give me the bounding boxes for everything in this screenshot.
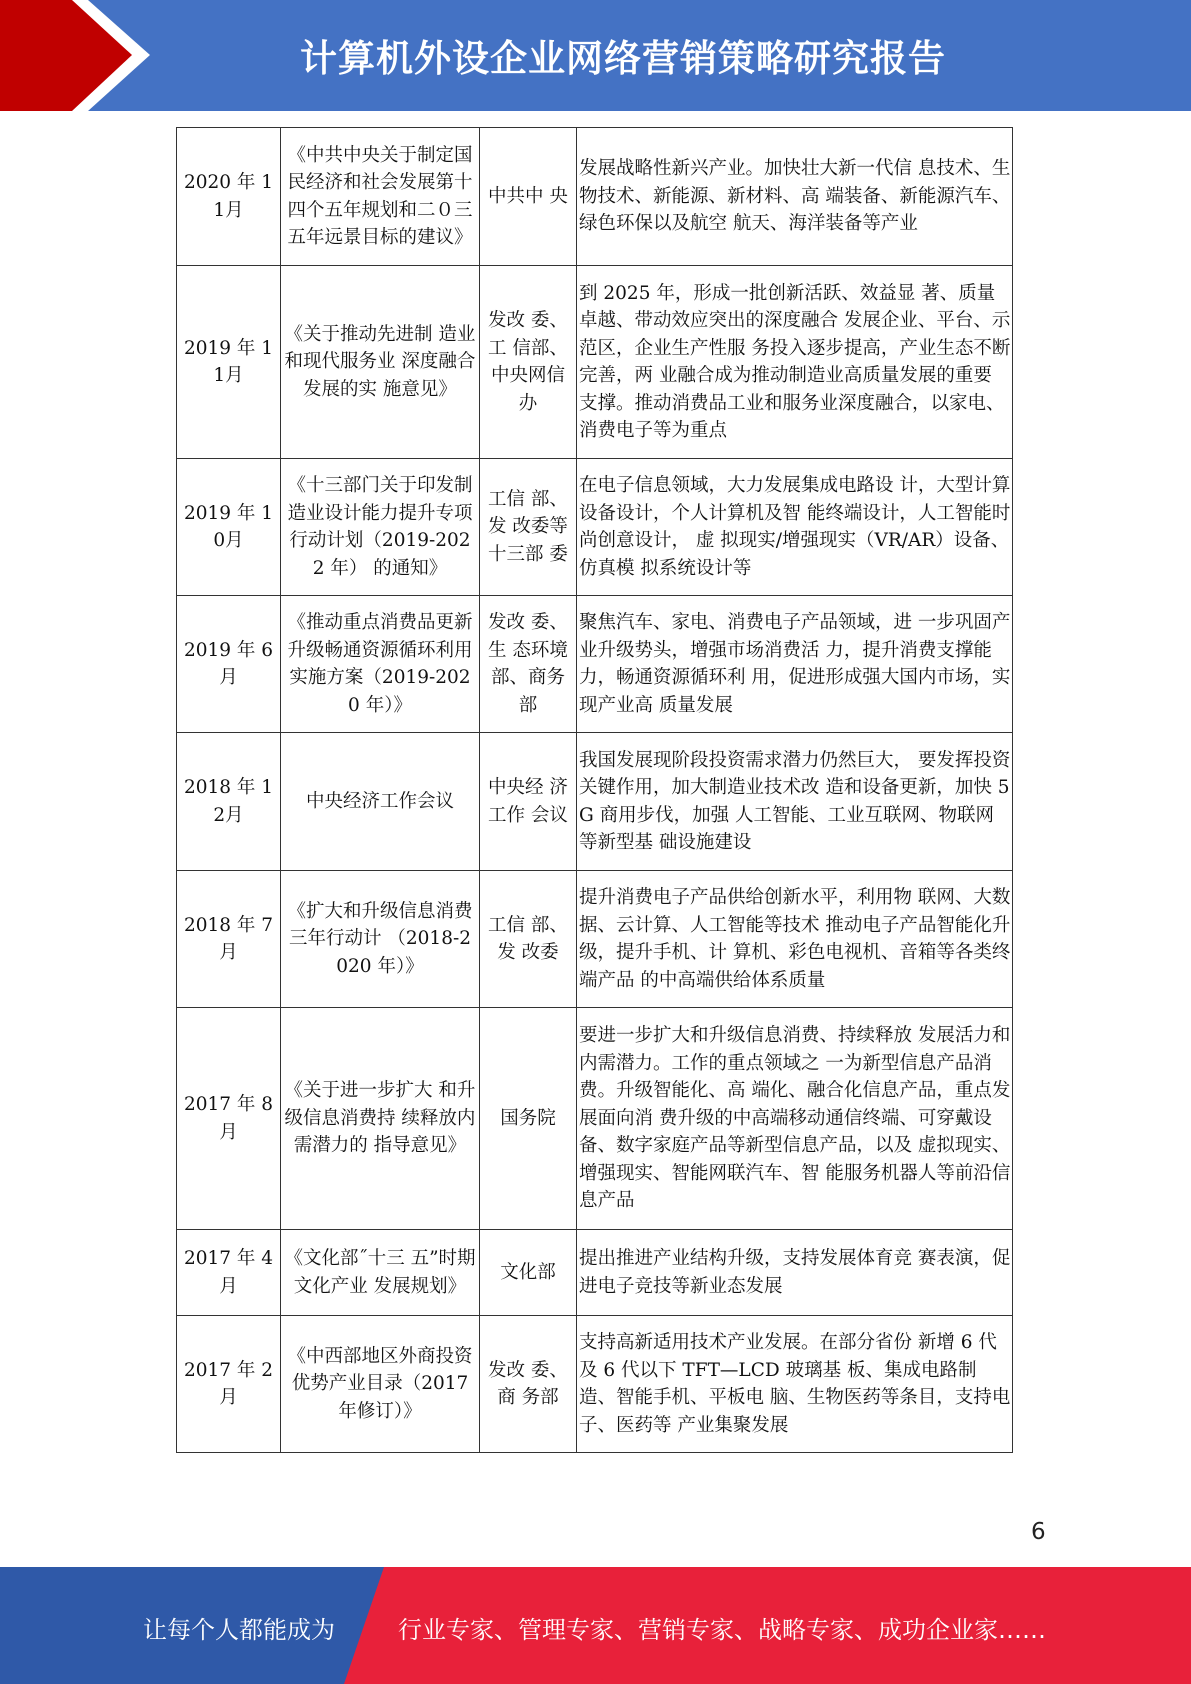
date-cell: 2017 年 2月 [177, 1316, 281, 1453]
date-cell: 2018 年 7月 [177, 871, 281, 1008]
date-cell: 2017 年 4月 [177, 1230, 281, 1316]
table-row [177, 596, 1013, 733]
organization-cell: 国务院 [480, 1008, 577, 1230]
content-cell: 在电子信息领域，大力发展集成电路设 计，大型计算设备设计，个人计算机及智 能终端设计，人工智能时尚创意设计， 虚 拟现实/增强现实（VR/AR）设备、仿真模 拟系统设计等 [577, 459, 1013, 596]
date-cell: 2019 年 6月 [177, 596, 281, 733]
table-row [177, 266, 1013, 459]
footer-slogan-right: 行业专家、管理专家、营销专家、战略专家、成功企业家…… [398, 1616, 1046, 1644]
content-cell: 提出推进产业结构升级，支持发展体育竞 赛表演，促进电子竞技等新业态发展 [577, 1230, 1013, 1316]
table-row [177, 871, 1013, 1008]
page-number: 6 [1031, 1519, 1046, 1545]
date-cell: 2018 年 12月 [177, 733, 281, 871]
document-cell: 《关于进一步扩大 和升级信息消费持 续释放内需潜力的 指导意见》 [281, 1008, 480, 1230]
document-cell: 《文化部˝十三 五”时期文化产业 发展规划》 [281, 1230, 480, 1316]
table-row [177, 459, 1013, 596]
organization-cell: 发改 委、商 务部 [480, 1316, 577, 1453]
page-footer [0, 1567, 1191, 1684]
organization-cell: 发改 委、生 态环境部、商务部 [480, 596, 577, 733]
document-cell: 中央经济工作会议 [281, 733, 480, 871]
date-cell: 2017 年 8月 [177, 1008, 281, 1230]
organization-cell: 中共中 央 [480, 128, 577, 266]
document-cell: 《关于推动先进制 造业和现代服务业 深度融合发展的实 施意见》 [281, 266, 480, 459]
content-cell: 发展战略性新兴产业。加快壮大新一代信 息技术、生物技术、新能源、新材料、高 端装备、新能源汽车、绿色环保以及航空 航天、海洋装备等产业 [577, 128, 1013, 266]
organization-cell: 工信 部、发 改委 [480, 871, 577, 1008]
table-row [177, 1316, 1013, 1453]
table-row [177, 1008, 1013, 1230]
document-cell: 《中西部地区外商投资优势产业目录（2017 年修订）》 [281, 1316, 480, 1453]
date-cell: 2019 年 10月 [177, 459, 281, 596]
content-cell: 我国发展现阶段投资需求潜力仍然巨大， 要发挥投资关键作用，加大制造业技术改 造和设备更新，加快 5G 商用步伐，加强 人工智能、工业互联网、物联网等新型基 础设施建设 [577, 733, 1013, 871]
date-cell: 2019 年 11月 [177, 266, 281, 459]
date-cell: 2020 年 11月 [177, 128, 281, 266]
header-chevron-decoration [0, 0, 200, 111]
document-cell: 《推动重点消费品更新升级畅通资源循环利用实施方案（2019-2020 年）》 [281, 596, 480, 733]
document-cell: 《扩大和升级信息消费三年行动计 （2018-2020 年）》 [281, 871, 480, 1008]
content-cell: 聚焦汽车、家电、消费电子产品领域，进 一步巩固产业升级势头，增强市场消费活 力，提升消费支撑能力，畅通资源循环利 用，促进形成强大国内市场，实现产业高 质量发展 [577, 596, 1013, 733]
organization-cell: 文化部 [480, 1230, 577, 1316]
content-cell: 到 2025 年，形成一批创新活跃、效益显 著、质量卓越、带动效应突出的深度融合 发展企业、平台、示范区，企业生产性服 务投入逐步提高，产业生态不断完善，两 业融合成为推动制造业高质量发展的重要 支撑。推动消费品工业和服务业深度融合，以家电、消费电子等为重点 [577, 266, 1013, 459]
organization-cell: 中央经 济工作 会议 [480, 733, 577, 871]
table-row [177, 733, 1013, 871]
organization-cell: 工信 部、发 改委等十三部 委 [480, 459, 577, 596]
content-cell: 提升消费电子产品供给创新水平，利用物 联网、大数据、云计算、人工智能等技术 推动电子产品智能化升级，提升手机、计 算机、彩色电视机、音箱等各类终端产品 的中高端供给体系质量 [577, 871, 1013, 1008]
organization-cell: 发改 委、工 信部、中央网信办 [480, 266, 577, 459]
document-title: 计算机外设企业网络营销策略研究报告 [300, 37, 946, 80]
document-cell: 《十三部门关于印发制造业设计能力提升专项行动计划（2019-2022 年） 的通知》 [281, 459, 480, 596]
footer-slogan-left: 让每个人都能成为 [143, 1616, 335, 1644]
content-cell: 要进一步扩大和升级信息消费、持续释放 发展活力和内需潜力。工作的重点领域之 一为新型信息产品消费。升级智能化、高 端化、融合化信息产品，重点发展面向消 费升级的中高端移动通信终端、可穿戴设 备、数字家庭产品等新型信息产品，以及 虚拟现实、增强现实、智能网联汽车、智 能服务机器人等前沿信息产品 [577, 1008, 1013, 1230]
policy-table [176, 127, 1013, 1453]
page-header [0, 0, 1191, 111]
document-cell: 《中共中央关于制定国民经济和社会发展第十四个五年规划和二０三五年远景目标的建议》 [281, 128, 480, 266]
table-row [177, 1230, 1013, 1316]
table-row [177, 128, 1013, 266]
content-cell: 支持高新适用技术产业发展。在部分省份 新增 6 代及 6 代以下 TFT—LCD 玻璃基 板、集成电路制造、智能手机、平板电 脑、生物医药等条目，支持电子、医药等 产业集聚发展 [577, 1316, 1013, 1453]
